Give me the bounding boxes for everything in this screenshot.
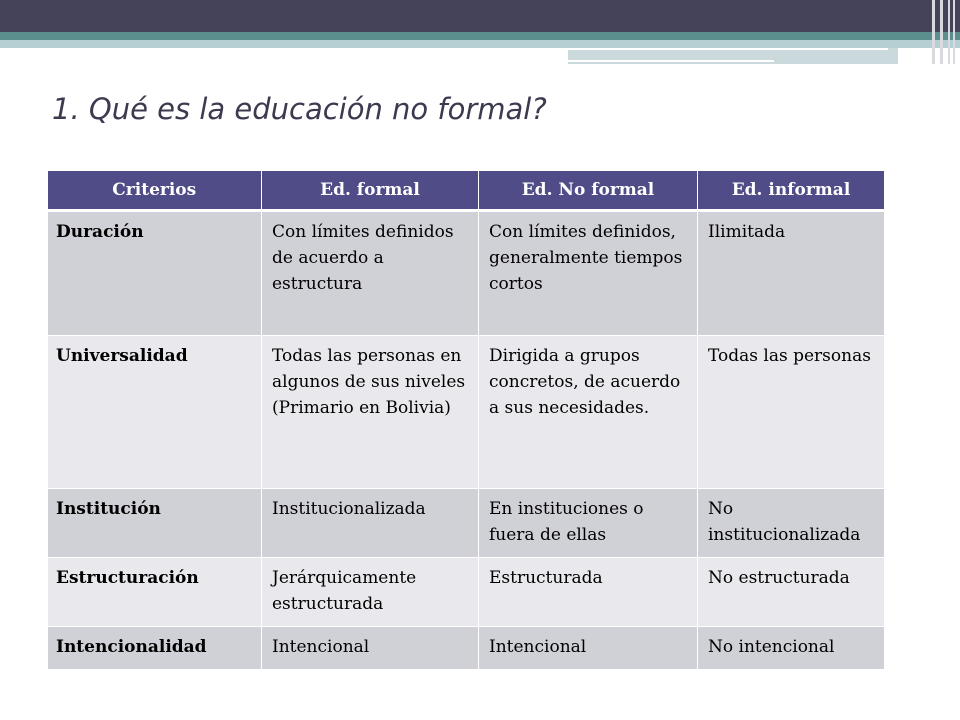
column-header-formal: Ed. formal bbox=[262, 171, 479, 211]
cell-informal: Ilimitada bbox=[698, 211, 885, 336]
cell-informal: No institucionalizada bbox=[698, 489, 885, 558]
column-header-criterios: Criterios bbox=[48, 171, 262, 211]
cell-no-formal: Estructurada bbox=[479, 558, 698, 627]
slide-title: 1. Qué es la educación no formal? bbox=[52, 92, 547, 126]
corner-decoration bbox=[948, 0, 950, 64]
corner-decoration bbox=[932, 0, 935, 64]
inset-line-short bbox=[568, 60, 774, 62]
row-criterion: Universalidad bbox=[48, 336, 262, 489]
table-header-row bbox=[48, 171, 885, 211]
column-header-informal: Ed. informal bbox=[698, 171, 885, 211]
table-row-duracion bbox=[48, 211, 885, 336]
cell-formal: Jerárquicamente estructurada bbox=[262, 558, 479, 627]
row-criterion: Intencionalidad bbox=[48, 627, 262, 670]
cell-informal: Todas las personas bbox=[698, 336, 885, 489]
row-criterion: Duración bbox=[48, 211, 262, 336]
top-banner bbox=[0, 0, 960, 32]
table-row-intencionalidad bbox=[48, 627, 885, 670]
cell-no-formal: En instituciones o fuera de ellas bbox=[479, 489, 698, 558]
cell-formal: Intencional bbox=[262, 627, 479, 670]
comparison-table bbox=[47, 171, 885, 670]
column-header-no-formal: Ed. No formal bbox=[479, 171, 698, 211]
table-row-estructuracion bbox=[48, 558, 885, 627]
corner-decoration bbox=[940, 0, 943, 64]
corner-decoration bbox=[953, 0, 955, 64]
teal-stripe bbox=[0, 32, 960, 40]
light-stripe bbox=[0, 40, 960, 48]
cell-no-formal: Dirigida a grupos concretos, de acuerdo a sus necesidades. bbox=[479, 336, 698, 489]
cell-formal: Institucionalizada bbox=[262, 489, 479, 558]
table-row-institucion bbox=[48, 489, 885, 558]
cell-no-formal: Con límites definidos, generalmente tiempos cortos bbox=[479, 211, 698, 336]
row-criterion: Institución bbox=[48, 489, 262, 558]
cell-formal: Con límites definidos de acuerdo a estructura bbox=[262, 211, 479, 336]
cell-informal: No estructurada bbox=[698, 558, 885, 627]
table-row-universalidad bbox=[48, 336, 885, 489]
cell-formal: Todas las personas en algunos de sus niveles (Primario en Bolivia) bbox=[262, 336, 479, 489]
inset-line bbox=[568, 48, 888, 50]
cell-informal: No intencional bbox=[698, 627, 885, 670]
row-criterion: Estructuración bbox=[48, 558, 262, 627]
cell-no-formal: Intencional bbox=[479, 627, 698, 670]
